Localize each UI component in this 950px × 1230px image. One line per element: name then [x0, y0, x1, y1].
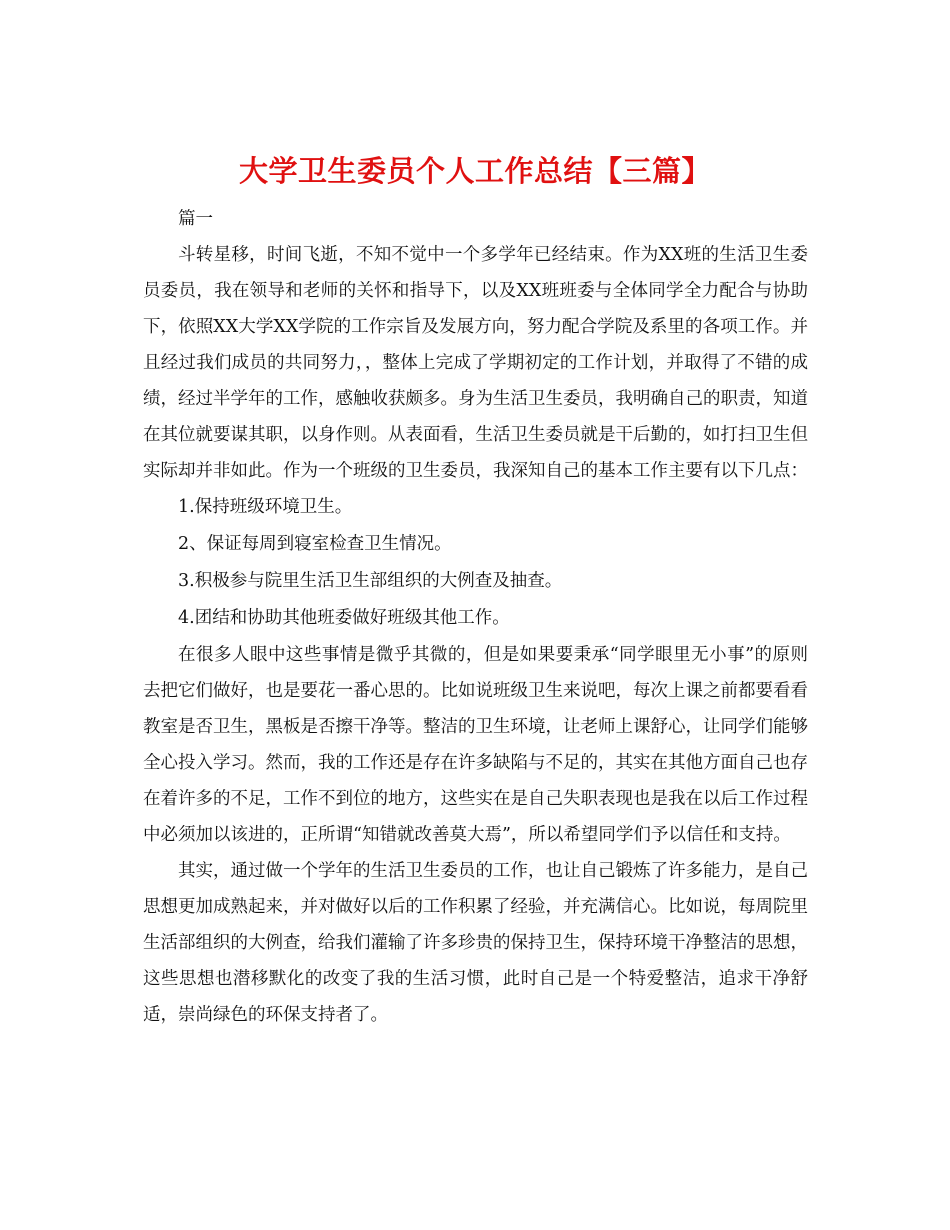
paragraph-1: 斗转星移，时间飞逝，不知不觉中一个多学年已经结束。作为XX班的生活卫生委员委员，我在领导和老师的关怀和指导下，以及XX班班委与全体同学全力配合与协助下，依照XX大学XX学院的工作宗旨及发展方向，努力配合学院及系里的各项工作。并且经过我们成员的共同努力，，整体上完成了学期初定的工作计划，并取得了不错的成绩，经过半学年的工作，感触收获颇多。身为生活卫生委员，我明确自己的职责，知道在其位就要谋其职，以身作则。从表面看，生活卫生委员就是干后勤的，如打扫卫生但实际却并非如此。作为一个班级的卫生委员，我深知自己的基本工作主要有以下几点： — [143, 245, 808, 481]
section-label: 篇一 — [178, 209, 213, 229]
list-item-3: 3.积极参与院里生活卫生部组织的大例查及抽查。 — [178, 571, 563, 591]
paragraph-3: 其实，通过做一个学年的生活卫生委员的工作，也让自己锻炼了许多能力，是自己思想更加成熟起来，并对做好以后的工作积累了经验，并充满信心。比如说，每周院里生活部组织的大例查，给我们灌输了许多珍贵的保持卫生，保持环境干净整洁的思想，这些思想也潜移默化的改变了我的生活习惯，此时自己是一个特爱整洁，追求干净舒适，崇尚绿色的环保支持者了。 — [143, 861, 808, 1025]
paragraph-2: 在很多人眼中这些事情是微乎其微的，但是如果要秉承“同学眼里无小事”的原则去把它们做好，也是要花一番心思的。比如说班级卫生来说吧，每次上课之前都要看看教室是否卫生，黑板是否擦干净等。整洁的卫生环境，让老师上课舒心，让同学们能够全心投入学习。然而，我的工作还是存在许多缺陷与不足的，其实在其他方面自己也存在着许多的不足，工作不到位的地方，这些实在是自己失职表现也是我在以后工作过程中必须加以该进的，正所谓“知错就改善莫大焉”，所以希望同学们予以信任和支持。 — [143, 645, 808, 845]
document-body — [143, 202, 808, 1033]
document-title: 大学卫生委员个人工作总结【三篇】 — [238, 154, 711, 189]
list-item-4: 4.团结和协助其他班委做好班级其他工作。 — [178, 608, 510, 628]
list-item-1: 1.保持班级环境卫生。 — [178, 497, 353, 517]
list-item-2: 2、保证每周到寝室检查卫生情况。 — [178, 534, 452, 554]
